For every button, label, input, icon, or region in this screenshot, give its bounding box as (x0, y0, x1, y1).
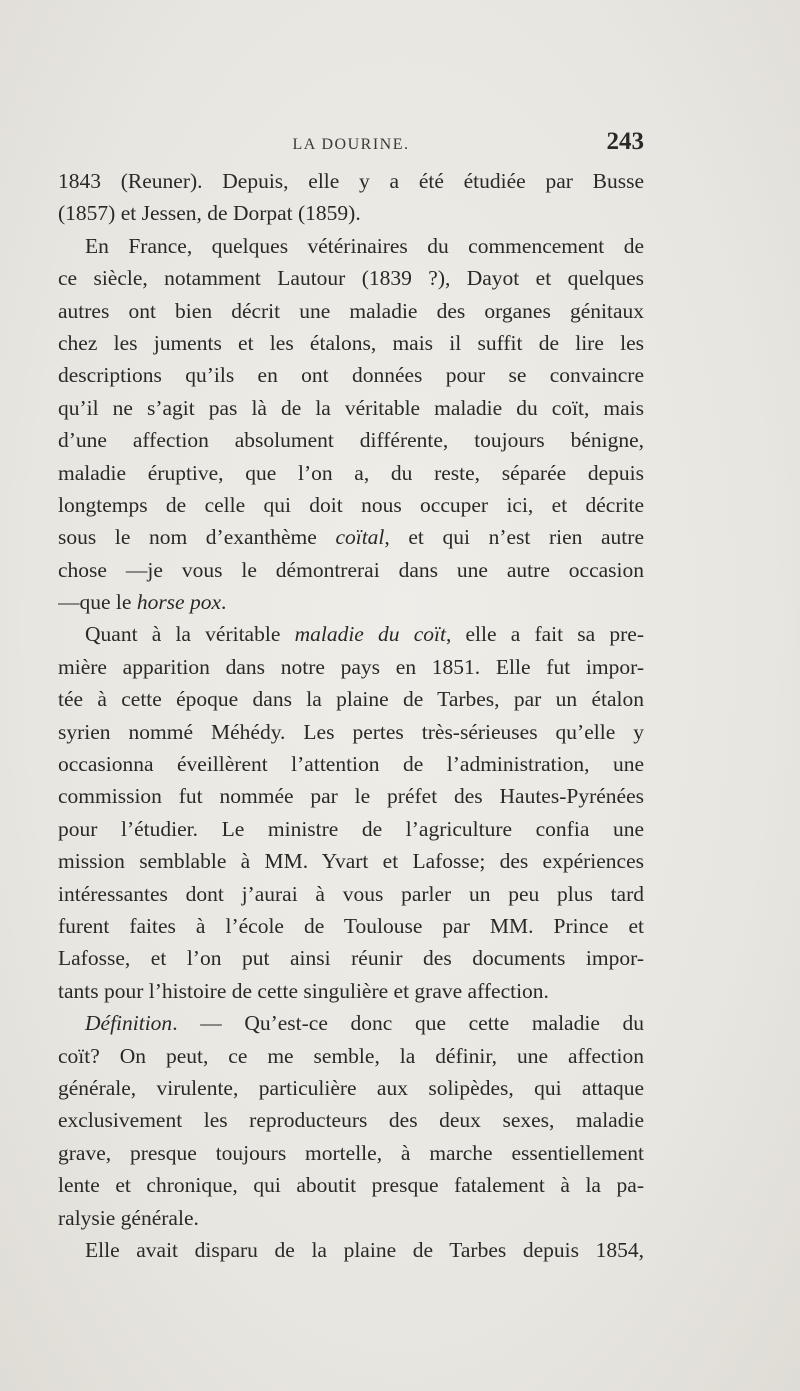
text-line: 1843 (Reuner). Depuis, elle y a été étudiée par Busse (58, 169, 644, 193)
text-line: (1857) et Jessen, de Dorpat (1859). (58, 201, 361, 226)
text-line: autres ont bien décrit une maladie des organes génitaux (58, 298, 644, 323)
italic-term: coïtal (335, 525, 385, 550)
text-line: Elle avait disparu de la plaine de Tarbes depuis 1854, (85, 1237, 644, 1262)
text-line: chez les juments et les étalons, mais il suffit de lire les (58, 330, 644, 355)
text-line: descriptions qu’ils en ont données pour se convaincre (58, 363, 644, 388)
text-line: ce siècle, notamment Lautour (1839 ?), Dayot et quelques (58, 266, 644, 291)
text-line: En France, quelques vétérinaires du commencement de (85, 233, 644, 258)
text-line: lente et chronique, qui aboutit presque fatalement à la pa- (58, 1173, 644, 1198)
text-line: Lafosse, et l’on put ainsi réunir des documents impor- (58, 946, 644, 971)
text-line: coït? On peut, ce me semble, la définir, une affection (58, 1043, 644, 1068)
page-number: 243 (606, 128, 644, 155)
text-line: qu’il ne s’agit pas là de la véritable maladie du coït, mais (58, 395, 644, 420)
section-heading-definition: Définition (85, 1011, 173, 1036)
text-line: tants pour l’histoire de cette singulière et grave affection. (58, 978, 549, 1003)
text-line: commission fut nommée par le préfet des Hautes-Pyrénées (58, 784, 644, 809)
text-line: intéressantes dont j’aurai à vous parler un peu plus tard (58, 881, 644, 906)
text-line: exclusivement les reproducteurs des deux sexes, maladie (58, 1108, 644, 1133)
body-text (58, 165, 644, 1266)
text-line: pour l’étudier. Le ministre de l’agriculture confia une (58, 816, 644, 841)
text-line: —que le horse pox. (58, 590, 227, 615)
text-line: Définition. — Qu’est-ce donc que cette maladie du (85, 1011, 644, 1036)
italic-term: maladie du coït (294, 622, 446, 647)
text-line: longtemps de celle qui doit nous occuper ici, et décrite (58, 492, 644, 517)
running-title: LA DOURINE. (292, 136, 410, 153)
text-line: tée à cette époque dans la plaine de Tarbes, par un étalon (58, 687, 644, 712)
text-line: Quant à la véritable maladie du coït, elle a fait sa pre- (85, 622, 644, 647)
running-head (58, 128, 644, 162)
text-line: chose —je vous le démontrerai dans une autre occasion (58, 557, 644, 582)
text-line: maladie éruptive, que l’on a, du reste, séparée depuis (58, 460, 644, 485)
text-line: syrien nommé Méhédy. Les pertes très-sérieuses qu’elle y (58, 719, 644, 744)
text-line: furent faites à l’école de Toulouse par MM. Prince et (58, 913, 644, 938)
text-line: d’une affection absolument différente, toujours bénigne, (58, 428, 644, 453)
text-line: générale, virulente, particulière aux solipèdes, qui attaque (58, 1075, 644, 1100)
text-line: mière apparition dans notre pays en 1851. Elle fut impor- (58, 654, 644, 679)
text-line: mission semblable à MM. Yvart et Lafosse; des expériences (58, 849, 644, 874)
italic-term: horse pox (136, 590, 222, 615)
text-line: occasionna éveillèrent l’attention de l’administration, une (58, 752, 644, 777)
text-line: grave, presque toujours mortelle, à marche essentiellement (58, 1140, 644, 1165)
text-line: sous le nom d’exanthème coïtal, et qui n’est rien autre (58, 525, 644, 550)
text-line: ralysie générale. (58, 1205, 199, 1230)
